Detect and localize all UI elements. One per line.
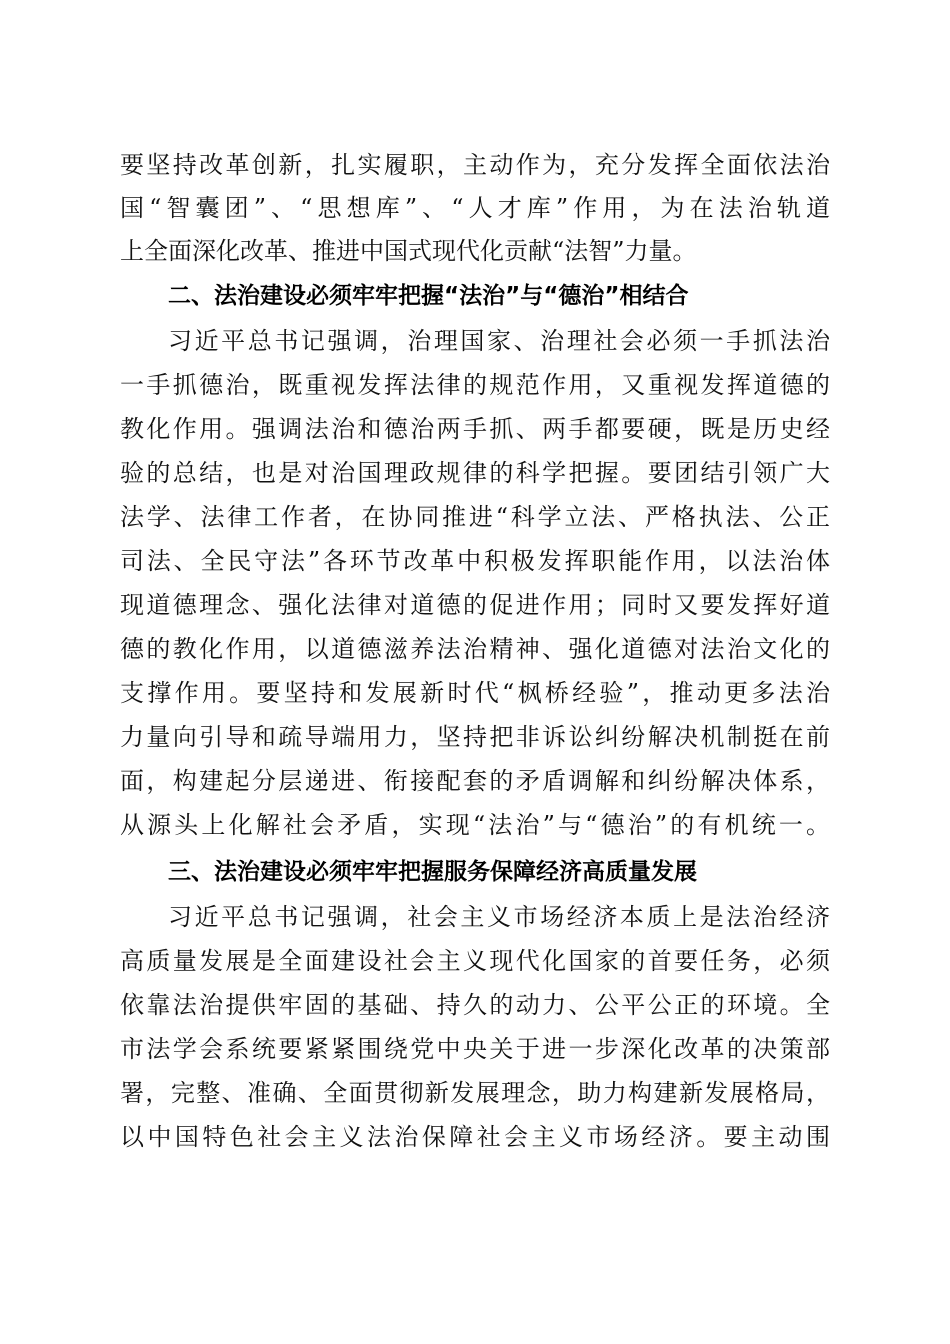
paragraph-line: 力量向引导和疏导端用力，坚持把非诉讼纠纷解决机制挺在前 [120, 723, 830, 751]
paragraph-line: 法学、法律工作者，在协同推进“科学立法、严格执法、公正 [120, 503, 830, 531]
paragraph-line: 国“智囊团”、“思想库”、“人才库”作用，为在法治轨道 [120, 194, 830, 222]
paragraph-line: 要坚持改革创新，扎实履职，主动作为，充分发挥全面依法治 [120, 151, 830, 179]
paragraph-line: 习近平总书记强调，社会主义市场经济本质上是法治经济 [168, 903, 830, 931]
paragraph-line: 面，构建起分层递进、衔接配套的矛盾调解和纠纷解决体系， [120, 767, 830, 795]
paragraph-line: 验的总结，也是对治国理政规律的科学把握。要团结引领广大 [120, 459, 830, 487]
paragraph-line: 上全面深化改革、推进中国式现代化贡献“法智”力量。 [120, 237, 697, 265]
paragraph-line: 现道德理念、强化法律对道德的促进作用；同时又要发挥好道 [120, 591, 830, 619]
paragraph-line: 高质量发展是全面建设社会主义现代化国家的首要任务，必须 [120, 947, 830, 975]
section-heading-2: 二、法治建设必须牢牢把握“法治”与“德治”相结合 [168, 283, 689, 309]
paragraph-line: 支撑作用。要坚持和发展新时代“枫桥经验”，推动更多法治 [120, 679, 830, 707]
paragraph-line: 司法、全民守法”各环节改革中积极发挥职能作用，以法治体 [120, 547, 830, 575]
paragraph-line: 德的教化作用，以道德滋养法治精神、强化道德对法治文化的 [120, 635, 830, 663]
paragraph-line: 以中国特色社会主义法治保障社会主义市场经济。要主动围 [120, 1123, 830, 1151]
paragraph-line: 教化作用。强调法治和德治两手抓、两手都要硬，既是历史经 [120, 415, 830, 443]
paragraph-line: 一手抓德治，既重视发挥法律的规范作用，又重视发挥道德的 [120, 371, 830, 399]
paragraph-line: 市法学会系统要紧紧围绕党中央关于进一步深化改革的决策部 [120, 1035, 830, 1063]
paragraph-line: 依靠法治提供牢固的基础、持久的动力、公平公正的环境。全 [120, 991, 830, 1019]
paragraph-line: 署，完整、准确、全面贯彻新发展理念，助力构建新发展格局， [120, 1079, 830, 1107]
paragraph-line: 从源头上化解社会矛盾，实现“法治”与“德治”的有机统一。 [120, 811, 830, 839]
paragraph-line: 习近平总书记强调，治理国家、治理社会必须一手抓法治 [168, 327, 830, 355]
section-heading-3: 三、法治建设必须牢牢把握服务保障经济高质量发展 [168, 859, 697, 885]
